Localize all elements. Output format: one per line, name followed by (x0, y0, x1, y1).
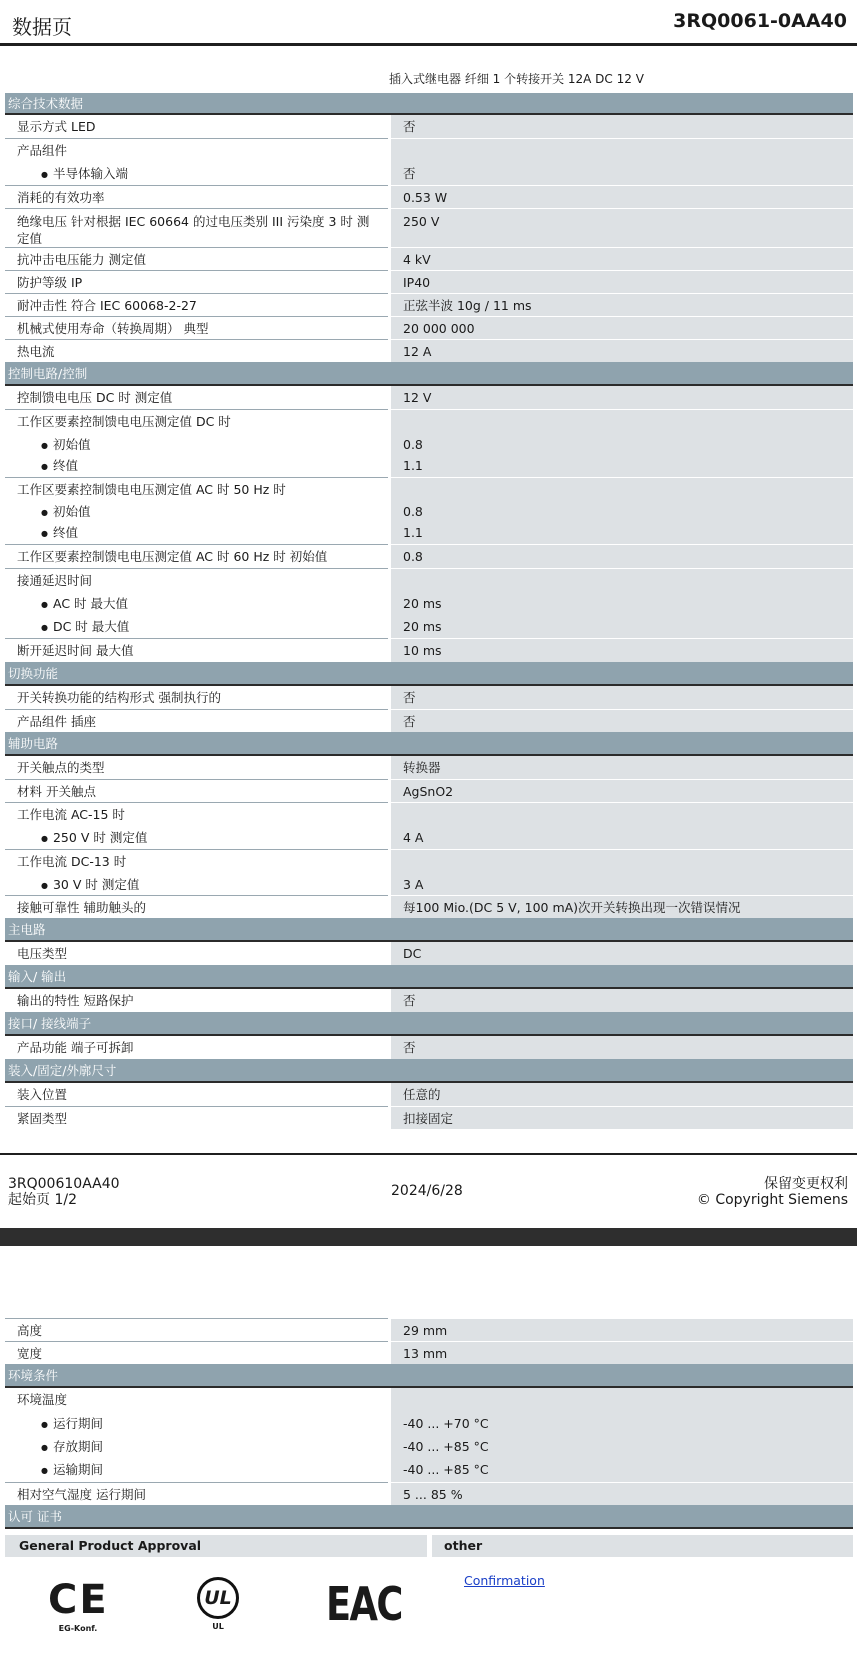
ce-caption: EG-Konf. (58, 1624, 98, 1633)
table-row: ● 运行期间 -40 ... +70 °C (5, 1411, 853, 1435)
table-row: 工作区要素控制馈电电压测定值 DC 时 (5, 409, 853, 432)
spec-table-page1 (5, 93, 853, 1129)
footer-date: 2024/6/28 (391, 1183, 463, 1199)
table-row: 开关转换功能的结构形式 强制执行的 否 (5, 686, 853, 709)
table-row: 产品组件 (5, 138, 853, 161)
table-row: 防护等级 IP IP40 (5, 270, 853, 293)
table-row: 工作区要素控制馈电电压测定值 AC 时 60 Hz 时 初始值 0.8 (5, 544, 853, 568)
ul-mark-icon: UL UL (192, 1577, 244, 1637)
table-row: ● 30 V 时 测定值 3 A (5, 872, 853, 895)
footer-rights: 保留变更权利 (764, 1176, 848, 1192)
table-row: 消耗的有效功率 0.53 W (5, 185, 853, 208)
table-row: 机械式使用寿命（转换周期） 典型 20 000 000 (5, 316, 853, 339)
table-row: 产品功能 端子可拆卸 否 (5, 1036, 853, 1059)
table-row: 耐冲击性 符合 IEC 60068-2-27 正弦半波 10g / 11 ms (5, 293, 853, 316)
footer-order-number: 3RQ00610AA40 (8, 1176, 120, 1192)
section-terminals: 接口/ 接线端子 (5, 1012, 853, 1036)
table-row: 宽度 13 mm (5, 1341, 853, 1364)
table-row: 接触可靠性 辅助触头的 每100 Mio.(DC 5 V, 100 mA)次开关转换出现一次错误情况 (5, 895, 853, 918)
table-row: 工作电流 AC-15 时 (5, 802, 853, 825)
table-row: 产品组件 插座 否 (5, 709, 853, 732)
page-header (0, 0, 857, 46)
table-row: 工作区要素控制馈电电压测定值 AC 时 50 Hz 时 (5, 477, 853, 500)
product-description: 插入式继电器 纤细 1 个转接开关 12A DC 12 V (389, 72, 644, 86)
table-row: 绝缘电压 针对根据 IEC 60664 的过电压类别 III 污染度 3 时 测定值 250 V (5, 208, 853, 247)
table-row: ● 终值 1.1 (5, 455, 853, 477)
confirmation-link[interactable]: Confirmation (464, 1573, 545, 1588)
table-row: 高度 29 mm (5, 1318, 853, 1341)
table-row: 控制馈电电压 DC 时 测定值 12 V (5, 386, 853, 409)
table-row: 紧固类型 扣接固定 (5, 1106, 853, 1129)
table-row: ● DC 时 最大值 20 ms (5, 615, 853, 638)
eac-mark-icon: EAC (326, 1577, 402, 1631)
ul-caption: UL (212, 1622, 224, 1631)
table-row: ● 终值 1.1 (5, 522, 853, 544)
table-row: ● 运输期间 -40 ... +85 °C (5, 1458, 853, 1482)
approval-header-row (5, 1535, 853, 1557)
table-row: 接通延迟时间 (5, 568, 853, 591)
page-footer (0, 1153, 857, 1233)
table-row: 材料 开关触点 AgSnO2 (5, 779, 853, 802)
approval-general-heading: General Product Approval (5, 1535, 427, 1557)
table-row: 输出的特性 短路保护 否 (5, 989, 853, 1012)
section-main-circuit: 主电路 (5, 918, 853, 942)
table-row: ● 初始值 0.8 (5, 500, 853, 522)
table-row: ● 初始值 0.8 (5, 432, 853, 455)
table-row: ● 250 V 时 测定值 4 A (5, 825, 853, 849)
table-row: 断开延迟时间 最大值 10 ms (5, 638, 853, 662)
spec-table-page2 (5, 1318, 853, 1529)
section-environment: 环境条件 (5, 1364, 853, 1388)
section-input-output: 输入/ 输出 (5, 965, 853, 989)
section-certificates: 认可 证书 (5, 1505, 853, 1529)
table-row: ● AC 时 最大值 20 ms (5, 591, 853, 615)
section-switching-function: 切换功能 (5, 662, 853, 686)
table-row: 装入位置 任意的 (5, 1083, 853, 1106)
table-row: 抗冲击电压能力 测定值 4 kV (5, 247, 853, 270)
page-break-divider (0, 1228, 857, 1246)
table-row: 工作电流 DC-13 时 (5, 849, 853, 872)
datasheet-title: 数据页 (12, 15, 72, 39)
section-general: 综合技术数据 (5, 93, 853, 115)
footer-page-number: 起始页 1/2 (8, 1192, 77, 1208)
section-control-circuit: 控制电路/控制 (5, 362, 853, 386)
table-row: 显示方式 LED 否 (5, 115, 853, 138)
section-auxiliary-circuit: 辅助电路 (5, 732, 853, 756)
table-row: 热电流 12 A (5, 339, 853, 362)
table-row: 电压类型 DC (5, 942, 853, 965)
ce-mark-icon: CE EG-Konf. (48, 1577, 109, 1633)
table-row: 开关触点的类型 转换器 (5, 756, 853, 779)
footer-copyright: © Copyright Siemens (696, 1192, 848, 1208)
product-number: 3RQ0061-0AA40 (673, 10, 847, 32)
table-row: ● 半导体输入端 否 (5, 161, 853, 185)
table-row: 相对空气湿度 运行期间 5 ... 85 % (5, 1482, 853, 1505)
table-row: 环境温度 (5, 1388, 853, 1411)
table-row: ● 存放期间 -40 ... +85 °C (5, 1435, 853, 1458)
approval-other-heading: other (432, 1535, 853, 1557)
section-mounting: 装入/固定/外廓尺寸 (5, 1059, 853, 1083)
